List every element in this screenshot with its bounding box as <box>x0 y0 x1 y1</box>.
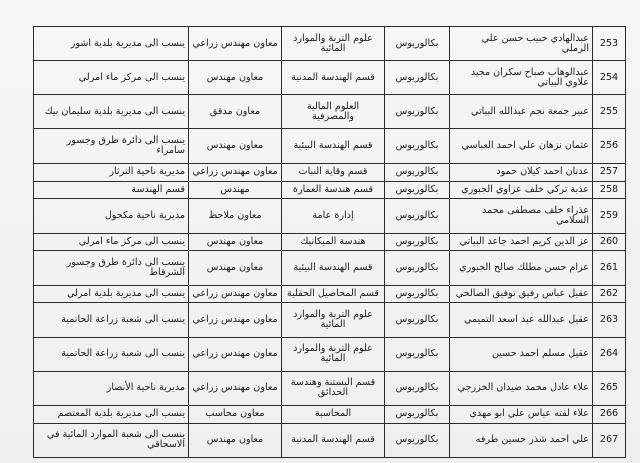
department-cell: هندسة الميكانيك <box>282 233 385 251</box>
assignment-note-cell: ينسب الى مديرية بلدية اشور <box>34 27 189 61</box>
table-row <box>34 405 626 423</box>
assignment-note-cell: ينسب الى مركز ماء امرلي <box>34 61 189 95</box>
row-number-cell: 255 <box>593 95 626 129</box>
degree-cell: بكالوريوس <box>385 181 450 199</box>
assignment-note-cell: ينسب الى دائرة طرق وجسور سامراء <box>34 129 189 163</box>
job-title-cell: معاون مهندس زراعي <box>189 371 282 405</box>
job-title-cell: معاون مهندس زراعي <box>189 163 282 181</box>
department-cell: علوم التربة والموارد المائية <box>282 303 385 337</box>
employee-name-cell: عبير جمعة نجم عبدالله البياتي <box>450 95 593 129</box>
department-cell: العلوم المالية والمصرفية <box>282 95 385 129</box>
job-title-cell: معاون ملاحظ <box>189 199 282 233</box>
department-cell: علوم التربة والموارد المائية <box>282 27 385 61</box>
degree-cell: بكالوريوس <box>385 129 450 163</box>
department-cell: قسم الهندسة البيئية <box>282 251 385 285</box>
employee-name-cell: عز الدين كريم احمد جاعد البياتي <box>450 233 593 251</box>
row-number-cell: 264 <box>593 337 626 371</box>
degree-cell: بكالوريوس <box>385 285 450 303</box>
assignment-note-cell: ينسب الى مديرية بلدية امرلي <box>34 285 189 303</box>
job-title-cell: معاون مهندس زراعي <box>189 337 282 371</box>
row-number-cell: 263 <box>593 303 626 337</box>
assignment-note-cell: ينسب الى مديرية بلدية سليمان بيك <box>34 95 189 129</box>
department-cell: قسم هندسة العمارة <box>282 181 385 199</box>
row-number-cell: 257 <box>593 163 626 181</box>
table-row <box>34 303 626 337</box>
job-title-cell: معاون مهندس <box>189 251 282 285</box>
table-row <box>34 337 626 371</box>
department-cell: قسم الهندسة المدنية <box>282 61 385 95</box>
job-title-cell: معاون مهندس زراعي <box>189 303 282 337</box>
department-cell: قسم البستنة وهندسة الحدائق <box>282 371 385 405</box>
degree-cell: بكالوريوس <box>385 233 450 251</box>
department-cell: إدارة عامة <box>282 199 385 233</box>
row-number-cell: 253 <box>593 27 626 61</box>
assignment-note-cell: ينسب الى مديرية بلدية المعتصم <box>34 405 189 423</box>
employee-name-cell: عقيل مسلم احمد حسين <box>450 337 593 371</box>
employee-name-cell: عبدالهادي حبيب حسن علي الرملي <box>450 27 593 61</box>
table-row <box>34 181 626 199</box>
degree-cell: بكالوريوس <box>385 337 450 371</box>
table-row <box>34 95 626 129</box>
table-row <box>34 27 626 61</box>
employee-name-cell: عذبة تركي خلف عزاوي الجبوري <box>450 181 593 199</box>
degree-cell: بكالوريوس <box>385 199 450 233</box>
degree-cell: بكالوريوس <box>385 163 450 181</box>
job-title-cell: مهندس <box>189 181 282 199</box>
job-title-cell: معاون مدقق <box>189 95 282 129</box>
row-number-cell: 259 <box>593 199 626 233</box>
assignment-note-cell: ينسب الى دائرة طرق وجسور الشرقاط <box>34 251 189 285</box>
degree-cell: بكالوريوس <box>385 251 450 285</box>
job-title-cell: معاون مهندس <box>189 233 282 251</box>
department-cell: قسم وقاية النبات <box>282 163 385 181</box>
employee-name-cell: علاء عادل محمد ضيدان الخزرجي <box>450 371 593 405</box>
degree-cell: بكالوريوس <box>385 95 450 129</box>
employee-name-cell: عقيل عباس رفيق توفيق الصالحي <box>450 285 593 303</box>
job-title-cell: معاون مهندس <box>189 129 282 163</box>
row-number-cell: 266 <box>593 405 626 423</box>
degree-cell: بكالوريوس <box>385 371 450 405</box>
assignment-note-cell: مديرية ناحية الأنصار <box>34 371 189 405</box>
department-cell: قسم الهندسة المدنية <box>282 423 385 457</box>
row-number-cell: 256 <box>593 129 626 163</box>
employee-name-cell: عبدالوهاب صباح سكران مجيد علاوي البياتي <box>450 61 593 95</box>
row-number-cell: 254 <box>593 61 626 95</box>
table-row <box>34 285 626 303</box>
table-row <box>34 199 626 233</box>
employee-name-cell: علاء لفته عباس علي ابو مهدي <box>450 405 593 423</box>
assignment-note-cell: ينسب الى شعبة زراعة الحاتمية <box>34 303 189 337</box>
job-title-cell: معاون مهندس <box>189 61 282 95</box>
job-title-cell: معاون مهندس زراعي <box>189 27 282 61</box>
employee-name-cell: عذراء خلف مصطفى محمد السلامي <box>450 199 593 233</box>
employee-name-cell: عدنان احمد كيلان حمود <box>450 163 593 181</box>
table-row <box>34 61 626 95</box>
department-cell: قسم الهندسة البيئية <box>282 129 385 163</box>
row-number-cell: 262 <box>593 285 626 303</box>
employee-table <box>33 26 626 458</box>
row-number-cell: 265 <box>593 371 626 405</box>
job-title-cell: معاون محاسب <box>189 405 282 423</box>
assignment-note-cell: ينسب الى مركز ماء امرلي <box>34 233 189 251</box>
assignment-note-cell: قسم الهندسة <box>34 181 189 199</box>
row-number-cell: 261 <box>593 251 626 285</box>
degree-cell: بكالوريوس <box>385 405 450 423</box>
row-number-cell: 258 <box>593 181 626 199</box>
table-row <box>34 371 626 405</box>
job-title-cell: معاون مهندس <box>189 423 282 457</box>
assignment-note-cell: مديرية ناحية مكحول <box>34 199 189 233</box>
table-row <box>34 251 626 285</box>
degree-cell: بكالوريوس <box>385 423 450 457</box>
job-title-cell: معاون مهندس زراعي <box>189 285 282 303</box>
assignment-note-cell: ينسب الى شعبة الموارد المائية في الاسحاقي <box>34 423 189 457</box>
row-number-cell: 260 <box>593 233 626 251</box>
employee-name-cell: عثمان نزهان علي احمد العباسي <box>450 129 593 163</box>
employee-table-body <box>34 27 626 458</box>
table-row <box>34 233 626 251</box>
employee-name-cell: عقيل عبدالله عبد اسعد التميمي <box>450 303 593 337</box>
department-cell: علوم التربة والموارد المائية <box>282 337 385 371</box>
department-cell: المحاسبة <box>282 405 385 423</box>
degree-cell: بكالوريوس <box>385 27 450 61</box>
employee-name-cell: عزام حسن مطلك صالح الجبوري <box>450 251 593 285</box>
table-row <box>34 163 626 181</box>
degree-cell: بكالوريوس <box>385 303 450 337</box>
employee-name-cell: علي احمد شذر حسين طرفه <box>450 423 593 457</box>
degree-cell: بكالوريوس <box>385 61 450 95</box>
department-cell: قسم المحاصيل الحقلية <box>282 285 385 303</box>
assignment-note-cell: ينسب الى شعبة زراعة الحاتمية <box>34 337 189 371</box>
table-row <box>34 129 626 163</box>
row-number-cell: 267 <box>593 423 626 457</box>
assignment-note-cell: مديرية ناحية الترثار <box>34 163 189 181</box>
table-row <box>34 423 626 457</box>
